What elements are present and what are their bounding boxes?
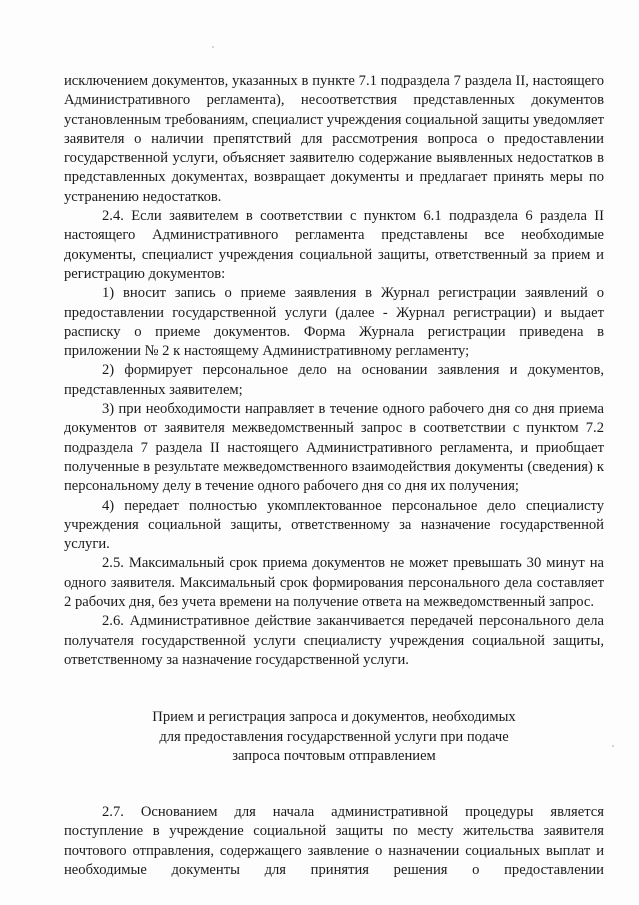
section-heading-line: для предоставления государственной услуги при подаче [159,728,509,745]
document-body [64,72,604,880]
list-item-1: 1) вносит запись о приеме заявления в Журнал регистрации заявлений о предоставлении государственной услуги (далее - Журнал регистрации) и выдает расписку о приеме документов. Форма Журнала регистрации приведена в приложении № 2 к настоящему Административному регламенту; [64,285,604,360]
list-item-3: 3) при необходимости направляет в течение одного рабочего дня со дня приема документов от заявителя межведомственный запрос в соответствии с пунктом 7.2 подраздела 7 раздела II настоящего Административного регламента, и приобщает полученные в результате межведомственного взаимодействия документы (сведения) к персональному делу в течение одного рабочего дня со дня их получения; [64,401,604,495]
paragraph-2-6: 2.6. Административное действие заканчивается передачей персонального дела получателя государственной услуги специалисту учреждения социальной защиты, ответственному за назначение государственной услуги. [64,613,604,668]
paragraph-2-7: 2.7. Основанием для начала административной процедуры является поступление в учреждение социальной защиты по месту жительства заявителя почтового отправления, содержащего заявление о назначении социальных выплат и необходимые документы для принятия решения о предоставлении [64,804,604,878]
paragraph-continuation: исключением документов, указанных в пункте 7.1 подраздела 7 раздела II, настоящего Административного регламента), несоответствия представленных документов установленным требованиям, специалист учреждения социальной защиты уведомляет заявителя о наличии препятствий для рассмотрения вопроса о предоставлении государственной услуги, объясняет заявителю содержание выявленных недостатков в представленных документах, возвращает документы и предлагает принять меры по устранению недостатков. [64,73,604,205]
scan-speck [612,745,614,747]
scan-speck [212,46,214,48]
paragraph-2-4: 2.4. Если заявителем в соответствии с пунктом 6.1 подраздела 6 раздела II настоящего Административного регламента представлены все необходимые документы, специалист учреждения социальной защиты, ответственный за прием и регистрацию документов: [64,208,604,282]
paragraph-2-5: 2.5. Максимальный срок приема документов не может превышать 30 минут на одного заявителя. Максимальный срок формирования персонального дела составляет 2 рабочих дня, без учета времени на получение ответа на межведомственный запрос. [64,555,604,611]
section-heading [64,708,604,766]
list-item-2: 2) формирует персональное дело на основании заявления и документов, представленных заявителем; [64,362,604,398]
section-heading-line: Прием и регистрация запроса и документов, необходимых [152,709,516,726]
list-item-4: 4) передает полностью укомплектованное персональное дело специалисту учреждения социальной защиты, ответственному за назначение государственной услуги. [64,497,604,553]
section-heading-line: запроса почтовым отправлением [232,747,436,764]
